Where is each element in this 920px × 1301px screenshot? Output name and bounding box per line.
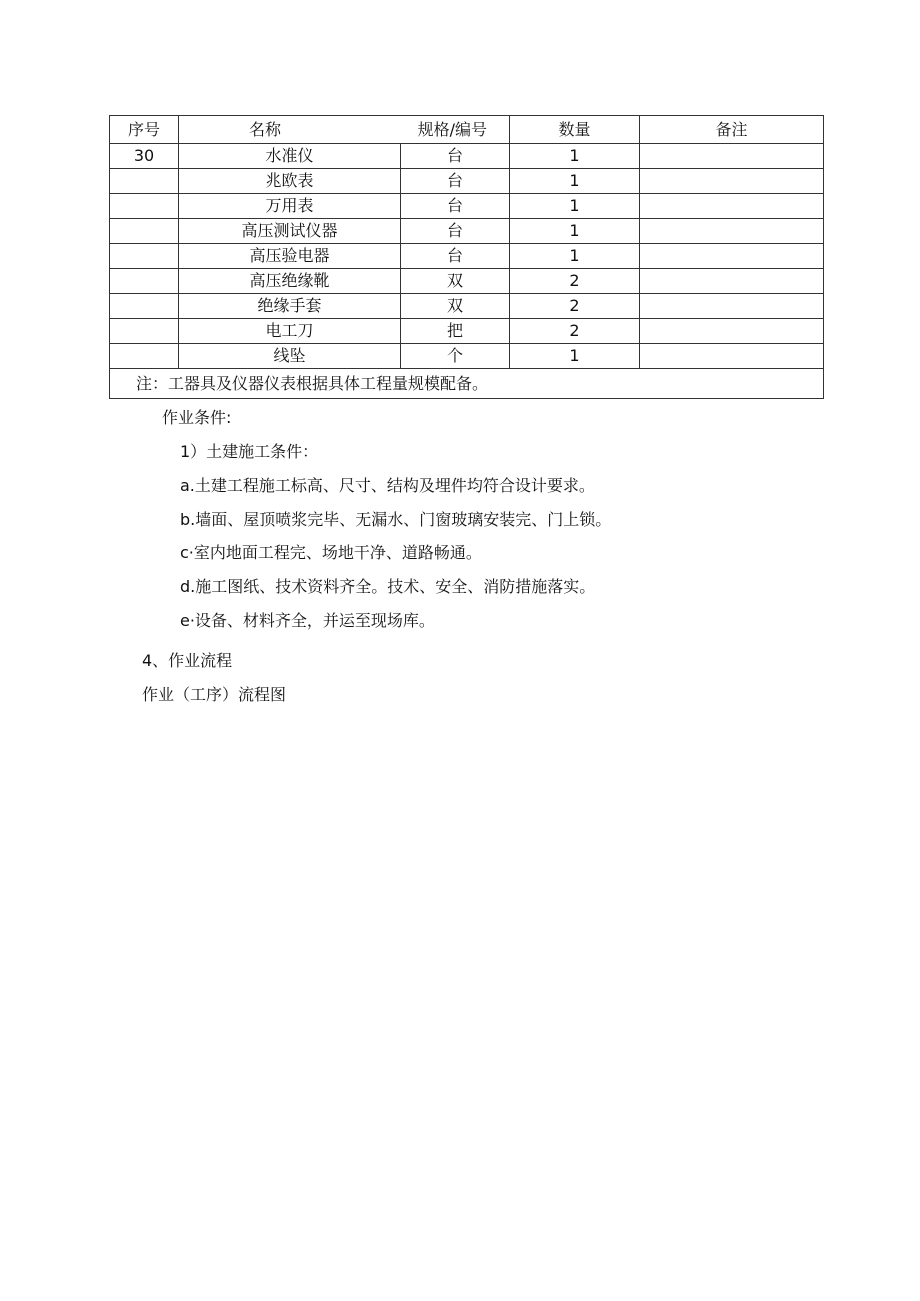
row-unit-cell: 台 bbox=[401, 194, 510, 219]
row-qty-cell: 1 bbox=[510, 219, 640, 244]
row-qty-cell: 2 bbox=[510, 269, 640, 294]
row-name-cell: 绝缘手套 bbox=[179, 294, 401, 319]
row-unit-cell: 双 bbox=[401, 294, 510, 319]
row-no-cell bbox=[110, 294, 179, 319]
table-body bbox=[110, 144, 824, 369]
row-no-cell bbox=[110, 269, 179, 294]
row-unit-cell: 个 bbox=[401, 344, 510, 369]
table-row bbox=[110, 244, 824, 269]
row-qty-cell: 2 bbox=[510, 319, 640, 344]
row-remark-cell bbox=[640, 319, 824, 344]
row-unit-cell: 台 bbox=[401, 244, 510, 269]
table-row bbox=[110, 269, 824, 294]
row-remark-cell bbox=[640, 194, 824, 219]
row-qty-cell: 1 bbox=[510, 194, 640, 219]
row-qty-cell: 1 bbox=[510, 169, 640, 194]
row-unit-cell: 把 bbox=[401, 319, 510, 344]
table-row bbox=[110, 194, 824, 219]
condition-item-b: b.墙面、屋顶喷浆完毕、无漏水、门窗玻璃安装完、门上锁。 bbox=[180, 510, 612, 529]
row-unit-cell: 台 bbox=[401, 144, 510, 169]
row-unit-cell: 台 bbox=[401, 169, 510, 194]
row-remark-cell bbox=[640, 244, 824, 269]
row-no-cell bbox=[110, 319, 179, 344]
condition-item-c: c·室内地面工程完、场地干净、道路畅通。 bbox=[180, 543, 482, 562]
row-remark-cell bbox=[640, 344, 824, 369]
table-row bbox=[110, 219, 824, 244]
row-remark-cell bbox=[640, 169, 824, 194]
row-qty-cell: 1 bbox=[510, 144, 640, 169]
header-spec: 规格/编号 bbox=[417, 120, 488, 139]
row-name-cell: 线坠 bbox=[179, 344, 401, 369]
row-no-cell bbox=[110, 244, 179, 269]
table-header-row bbox=[110, 116, 824, 144]
equipment-table bbox=[109, 115, 824, 399]
row-name-cell: 高压绝缘靴 bbox=[179, 269, 401, 294]
header-qty: 数量 bbox=[510, 116, 640, 144]
section-heading: 4、作业流程 bbox=[142, 651, 233, 670]
row-name-cell: 电工刀 bbox=[179, 319, 401, 344]
row-no-cell bbox=[110, 169, 179, 194]
row-unit-cell: 双 bbox=[401, 269, 510, 294]
row-name-cell: 高压测试仪器 bbox=[179, 219, 401, 244]
row-no-cell bbox=[110, 219, 179, 244]
row-name-cell: 兆欧表 bbox=[179, 169, 401, 194]
row-name-cell: 高压验电器 bbox=[179, 244, 401, 269]
table-row bbox=[110, 169, 824, 194]
row-name-cell: 水准仪 bbox=[179, 144, 401, 169]
table-row bbox=[110, 344, 824, 369]
table-row bbox=[110, 319, 824, 344]
row-remark-cell bbox=[640, 144, 824, 169]
header-name-spec bbox=[179, 116, 510, 144]
header-no: 序号 bbox=[110, 116, 179, 144]
condition-item-d: d.施工图纸、技术资料齐全。技术、安全、消防措施落实。 bbox=[180, 577, 596, 596]
row-qty-cell: 1 bbox=[510, 344, 640, 369]
table-note: 注：工器具及仪器仪表根据具体工程量规模配备。 bbox=[110, 369, 824, 399]
row-no-cell bbox=[110, 344, 179, 369]
header-remark: 备注 bbox=[640, 116, 824, 144]
table-row bbox=[110, 294, 824, 319]
row-remark-cell bbox=[640, 269, 824, 294]
conditions-title: 作业条件: bbox=[162, 408, 232, 427]
row-remark-cell bbox=[640, 294, 824, 319]
section-subheading: 作业（工序）流程图 bbox=[142, 685, 287, 704]
row-remark-cell bbox=[640, 219, 824, 244]
row-unit-cell: 台 bbox=[401, 219, 510, 244]
table-row bbox=[110, 144, 824, 169]
condition-item-a: a.土建工程施工标高、尺寸、结构及埋件均符合设计要求。 bbox=[180, 476, 595, 495]
table-note-row bbox=[110, 369, 824, 399]
row-name-cell: 万用表 bbox=[179, 194, 401, 219]
row-no-cell bbox=[110, 194, 179, 219]
conditions-subtitle: 1）土建施工条件： bbox=[180, 442, 319, 461]
row-qty-cell: 1 bbox=[510, 244, 640, 269]
row-no-cell: 30 bbox=[110, 144, 179, 169]
condition-item-e: e·设备、材料齐全，并运至现场库。 bbox=[180, 611, 435, 630]
header-name: 名称 bbox=[249, 120, 282, 139]
row-qty-cell: 2 bbox=[510, 294, 640, 319]
